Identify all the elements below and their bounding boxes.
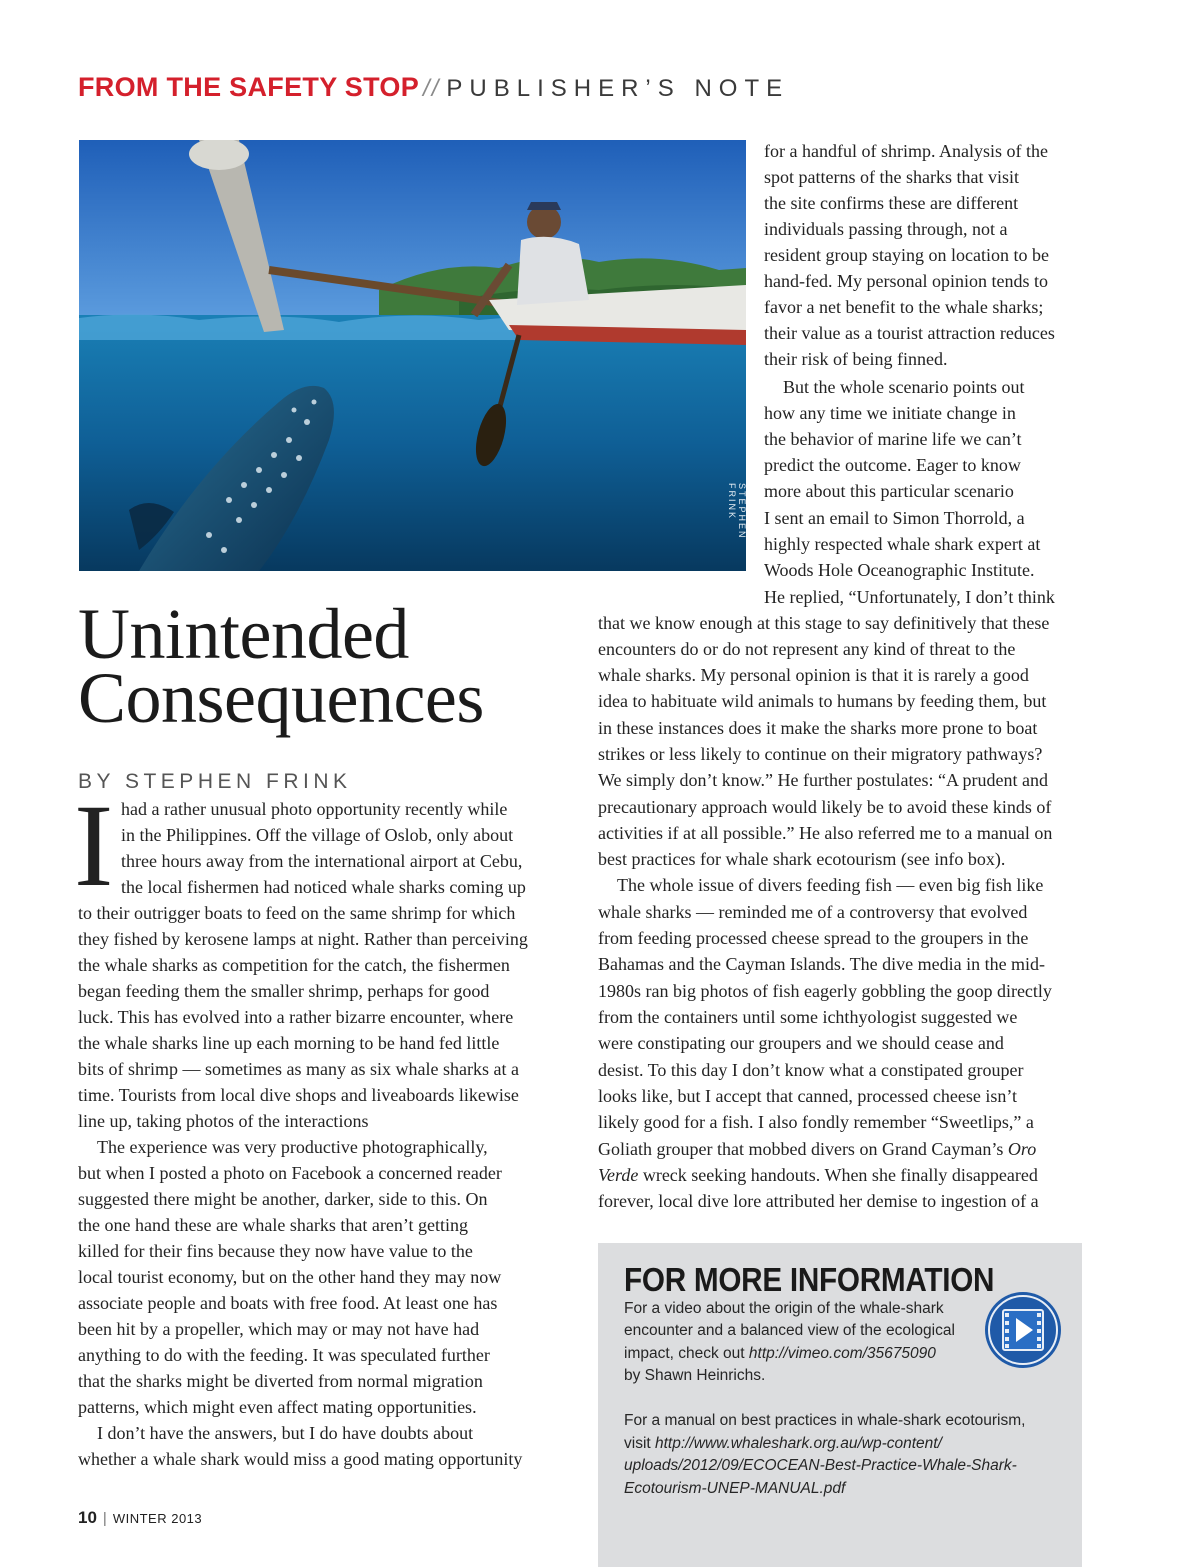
body-line: the whale sharks as competition for the catch, the fishermen xyxy=(78,955,510,975)
body-line: luck. This has evolved into a rather bizarre encounter, where xyxy=(78,1007,514,1027)
body-line: had a rather unusual photo opportunity recently while xyxy=(121,799,508,819)
body-line: from feeding processed cheese spread to the groupers in the xyxy=(598,928,1029,948)
body-line xyxy=(598,1162,1038,1188)
body-line: favor a net benefit to the whale sharks; xyxy=(764,297,1044,317)
body-line: hand-fed. My personal opinion tends to xyxy=(764,271,1048,291)
body-line: strikes or less likely to continue on their migratory pathways? xyxy=(598,744,1043,764)
info-line xyxy=(624,1455,1017,1478)
body-line: The whole issue of divers feeding fish — even big fish like xyxy=(617,875,1044,895)
byline: BY STEPHEN FRINK xyxy=(78,770,352,793)
body-line-text: Goliath grouper that mobbed divers on Grand Cayman’s xyxy=(598,1139,1008,1159)
body-line: in these instances does it make the sharks more prone to boat xyxy=(598,718,1038,738)
photo-credit xyxy=(727,483,747,568)
manual-link[interactable]: http://www.whaleshark.org.au/wp-content/ xyxy=(655,1435,942,1452)
ship-name-italic: Verde xyxy=(598,1165,639,1185)
info-box xyxy=(598,1243,1082,1567)
header-separator: // xyxy=(423,75,441,102)
issue-label: WINTER 2013 xyxy=(112,1511,203,1526)
body-line: their risk of being finned. xyxy=(764,349,948,369)
body-line-text: wreck seeking handouts. When she finally disappeared xyxy=(642,1165,1038,1185)
whale-shark-photo xyxy=(79,140,746,571)
body-line: precautionary approach would likely be to avoid these kinds of xyxy=(598,797,1052,817)
body-line: their value as a tourist attraction reduces xyxy=(764,323,1055,343)
body-line: killed for their fins because they now have value to the xyxy=(78,1241,473,1261)
body-line: forever, local dive lore attributed her demise to ingestion of a xyxy=(598,1191,1039,1211)
body-line: individuals passing through, not a xyxy=(764,219,1008,239)
body-line: more about this particular scenario xyxy=(764,481,1014,501)
body-line: for a handful of shrimp. Analysis of the xyxy=(764,141,1048,161)
info-line: by Shawn Heinrichs. xyxy=(624,1367,766,1384)
body-line: idea to habituate wild animals to humans by feeding them, but xyxy=(598,691,1047,711)
body-line: local tourist economy, but on the other hand they may now xyxy=(78,1267,502,1287)
body-line: patterns, which might even affect mating opportunities. xyxy=(78,1397,477,1417)
body-line: the site confirms these are different xyxy=(764,193,1019,213)
body-line: We simply don’t know.” He further postulates: “A prudent and xyxy=(598,770,1048,790)
body-line: best practices for whale shark ecotourism (see info box). xyxy=(598,849,1006,869)
body-line: whale sharks. My personal opinion is that it is rarely a good xyxy=(598,665,1029,685)
body-line: likely good for a fish. I also fondly remember “Sweetlips,” a xyxy=(598,1112,1034,1132)
page-footer xyxy=(78,1508,202,1528)
info-line xyxy=(624,1433,942,1456)
body-line: were constipating our groupers and we should cease and xyxy=(598,1033,1004,1053)
body-line: three hours away from the international airport at Cebu, xyxy=(121,851,523,871)
article-title xyxy=(78,594,578,738)
body-line: I sent an email to Simon Thorrold, a xyxy=(764,508,1025,528)
title-line-1: Unintended xyxy=(78,594,409,674)
body-line: that the sharks might be diverted from normal migration xyxy=(78,1371,483,1391)
manual-link[interactable]: uploads/2012/09/ECOCEAN-Best-Practice-Whale-Shark- xyxy=(624,1457,1017,1474)
body-line: they fished by kerosene lamps at night. Rather than perceiving xyxy=(78,929,528,949)
footer-separator: | xyxy=(102,1510,107,1527)
title-line-2: Consequences xyxy=(78,658,484,738)
body-line xyxy=(598,1136,1036,1162)
vimeo-link[interactable]: http://vimeo.com/35675090 xyxy=(748,1345,936,1362)
body-line: the local fishermen had noticed whale sharks coming up xyxy=(121,877,526,897)
body-line: 1980s ran big photos of fish eagerly gobbling the goop directly xyxy=(598,981,1052,1001)
body-line: spot patterns of the sharks that visit xyxy=(764,167,1019,187)
body-line: the behavior of marine life we can’t xyxy=(764,429,1022,449)
body-line: line up, taking photos of the interactions xyxy=(78,1111,369,1131)
body-line: But the whole scenario points out xyxy=(783,377,1025,397)
ship-name-italic: Oro xyxy=(1007,1139,1037,1159)
body-line: Bahamas and the Cayman Islands. The dive media in the mid- xyxy=(598,954,1046,974)
video-play-icon[interactable] xyxy=(983,1290,1063,1370)
section-subtitle: PUBLISHER’S NOTE xyxy=(446,75,790,102)
body-line: the whale sharks line up each morning to be hand fed little xyxy=(78,1033,500,1053)
body-line: time. Tourists from local dive shops and liveaboards likewise xyxy=(78,1085,519,1105)
info-line-text: impact, check out xyxy=(624,1345,749,1362)
body-line: but when I posted a photo on Facebook a concerned reader xyxy=(78,1163,502,1183)
info-box-heading: FOR MORE INFORMATION xyxy=(624,1261,995,1298)
info-line: For a video about the origin of the whale-shark xyxy=(624,1300,944,1317)
body-line: how any time we initiate change in xyxy=(764,403,1016,423)
info-line-text: visit xyxy=(624,1435,655,1452)
photo-credit-text: STEPHEN FRINK xyxy=(727,483,747,540)
section-header xyxy=(78,72,789,103)
info-line: For a manual on best practices in whale-shark ecotourism, xyxy=(624,1412,1026,1429)
body-line: predict the outcome. Eager to know xyxy=(764,455,1021,475)
page-number: 10 xyxy=(78,1508,97,1527)
body-line: from the containers until some ichthyologist suggested we xyxy=(598,1007,1018,1027)
body-line: whether a whale shark would miss a good mating opportunity xyxy=(78,1449,523,1469)
body-line: began feeding them the smaller shrimp, perhaps for good xyxy=(78,981,490,1001)
body-line: looks like, but I accept that canned, processed cheese isn’t xyxy=(598,1086,1018,1106)
body-line: highly respected whale shark expert at xyxy=(764,534,1041,554)
body-line: that we know enough at this stage to say definitively that these xyxy=(598,613,1050,633)
body-line: the one hand these are whale sharks that aren’t getting xyxy=(78,1215,469,1235)
body-line: to their outrigger boats to feed on the same shrimp for which xyxy=(78,903,516,923)
body-line: been hit by a propeller, which may or may not have had xyxy=(78,1319,480,1339)
body-line: activities if at all possible.” He also referred me to a manual on xyxy=(598,823,1053,843)
body-line: associate people and boats with free food. At least one has xyxy=(78,1293,498,1313)
body-line: I don’t have the answers, but I do have doubts about xyxy=(97,1423,474,1443)
manual-link[interactable]: Ecotourism-UNEP-MANUAL.pdf xyxy=(624,1480,846,1497)
body-line: desist. To this day I don’t know what a constipated grouper xyxy=(598,1060,1024,1080)
info-line xyxy=(624,1478,845,1501)
drop-cap: I xyxy=(74,780,114,911)
section-name: FROM THE SAFETY STOP xyxy=(78,72,420,102)
body-line: bits of shrimp — sometimes as many as six whale sharks at a xyxy=(78,1059,519,1079)
photo-illustration xyxy=(79,140,746,571)
body-line: whale sharks — reminded me of a controversy that evolved xyxy=(598,902,1028,922)
info-line xyxy=(624,1343,936,1366)
info-line: encounter and a balanced view of the ecological xyxy=(624,1322,955,1339)
body-line: anything to do with the feeding. It was speculated further xyxy=(78,1345,490,1365)
body-line: The experience was very productive photographically, xyxy=(97,1137,488,1157)
body-line: encounters do or do not represent any kind of threat to the xyxy=(598,639,1016,659)
body-line: He replied, “Unfortunately, I don’t think xyxy=(764,587,1055,607)
body-line: in the Philippines. Off the village of Oslob, only about xyxy=(121,825,514,845)
body-line: suggested there might be another, darker, side to this. On xyxy=(78,1189,488,1209)
body-line: resident group staying on location to be xyxy=(764,245,1049,265)
body-line: Woods Hole Oceanographic Institute. xyxy=(764,560,1035,580)
